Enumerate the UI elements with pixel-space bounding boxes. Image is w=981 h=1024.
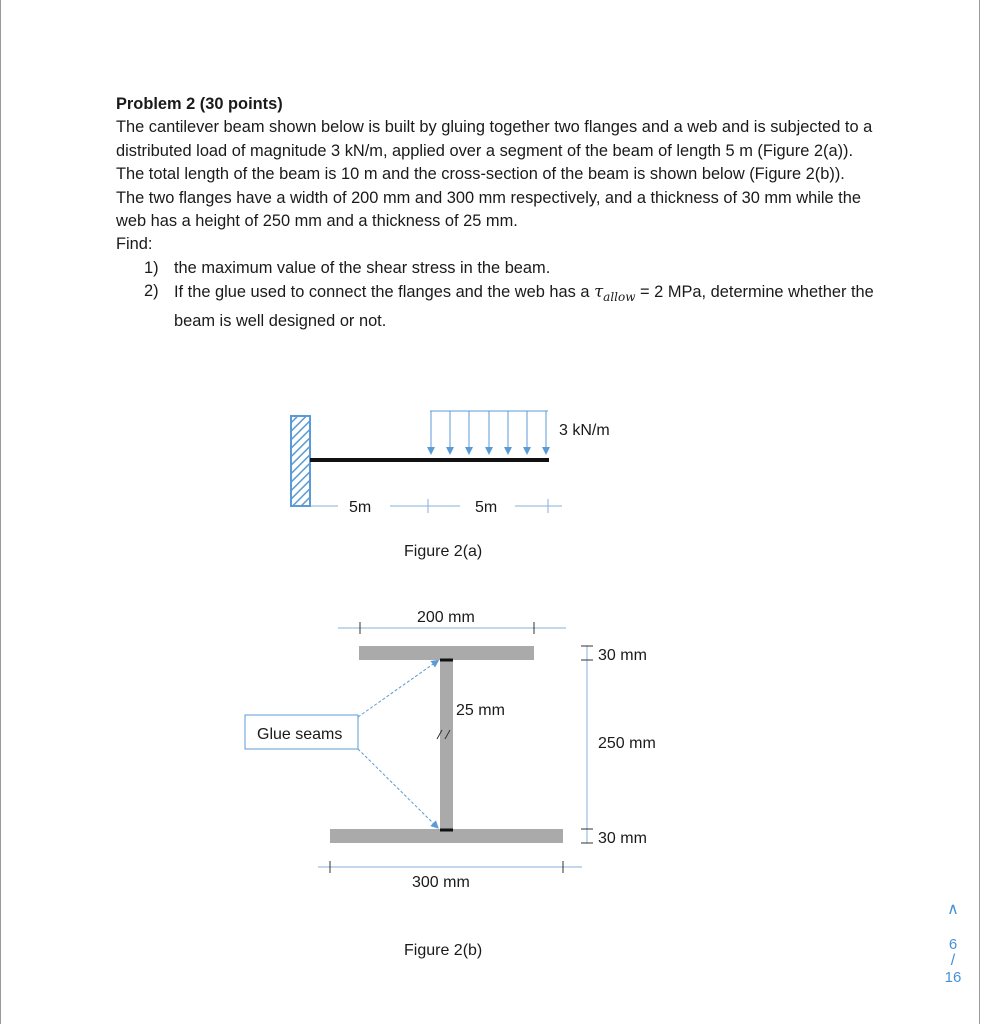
fixed-support-wall xyxy=(291,416,310,506)
load-label: 3 kN/m xyxy=(559,422,610,439)
question-number: 2) xyxy=(144,282,159,301)
distributed-load xyxy=(430,411,548,451)
dim-label-right: 5m xyxy=(475,499,498,516)
bottom-width-label: 300 mm xyxy=(412,874,470,891)
glue-seams-label: Glue seams xyxy=(257,726,343,743)
web-height-label: 250 mm xyxy=(598,735,656,752)
find-label: Find: xyxy=(116,235,153,254)
figure-2b xyxy=(245,609,656,959)
bottom-flange-thickness-label: 30 mm xyxy=(598,830,647,847)
question-text-before: If the glue used to connect the flanges and the web has a xyxy=(174,283,595,302)
page-separator: / xyxy=(950,952,956,969)
figure-2b-caption: Figure 2(b) xyxy=(404,942,483,959)
current-page: 6 xyxy=(948,936,958,953)
figure-2a xyxy=(291,411,610,560)
top-flange-thickness-label: 30 mm xyxy=(598,647,647,664)
tau-subscript: allow xyxy=(603,290,636,305)
glue-pointer-bottom xyxy=(358,749,436,826)
question-text-after: = 2 MPa, determine whether the beam is well designed or not. xyxy=(174,283,874,330)
top-flange xyxy=(359,646,534,660)
tau-letter: τ xyxy=(594,282,604,302)
problem-title: Problem 2 (30 points) xyxy=(116,95,283,113)
total-pages: 16 xyxy=(944,969,962,986)
top-width-label: 200 mm xyxy=(417,609,475,626)
question-text: the maximum value of the shear stress in the beam. xyxy=(174,258,551,277)
glue-pointer-top xyxy=(358,662,436,717)
dim-label-left: 5m xyxy=(349,499,372,516)
figure-2a-caption: Figure 2(a) xyxy=(404,543,483,560)
problem-paragraph: The cantilever beam shown below is built by gluing together two flanges and a web and is subjected to a distributed load of magnitude 3 kN/m, applied over a segment of the beam of length 5 m (Figure 2(a)). The total length of the beam is 10 m and the cross-section of the beam is shown below (Figure 2(b)). The two flanges have a width of 200 mm and 300 mm respectively, and a thickness of 30 mm while the web has a height of 250 mm and a thickness of 25 mm. xyxy=(116,118,873,231)
web xyxy=(440,660,453,830)
page-indicator xyxy=(936,900,970,986)
question-number: 1) xyxy=(144,258,159,277)
chevron-up-icon[interactable]: ∧ xyxy=(947,901,959,918)
web-thickness-label: 25 mm xyxy=(456,702,505,719)
